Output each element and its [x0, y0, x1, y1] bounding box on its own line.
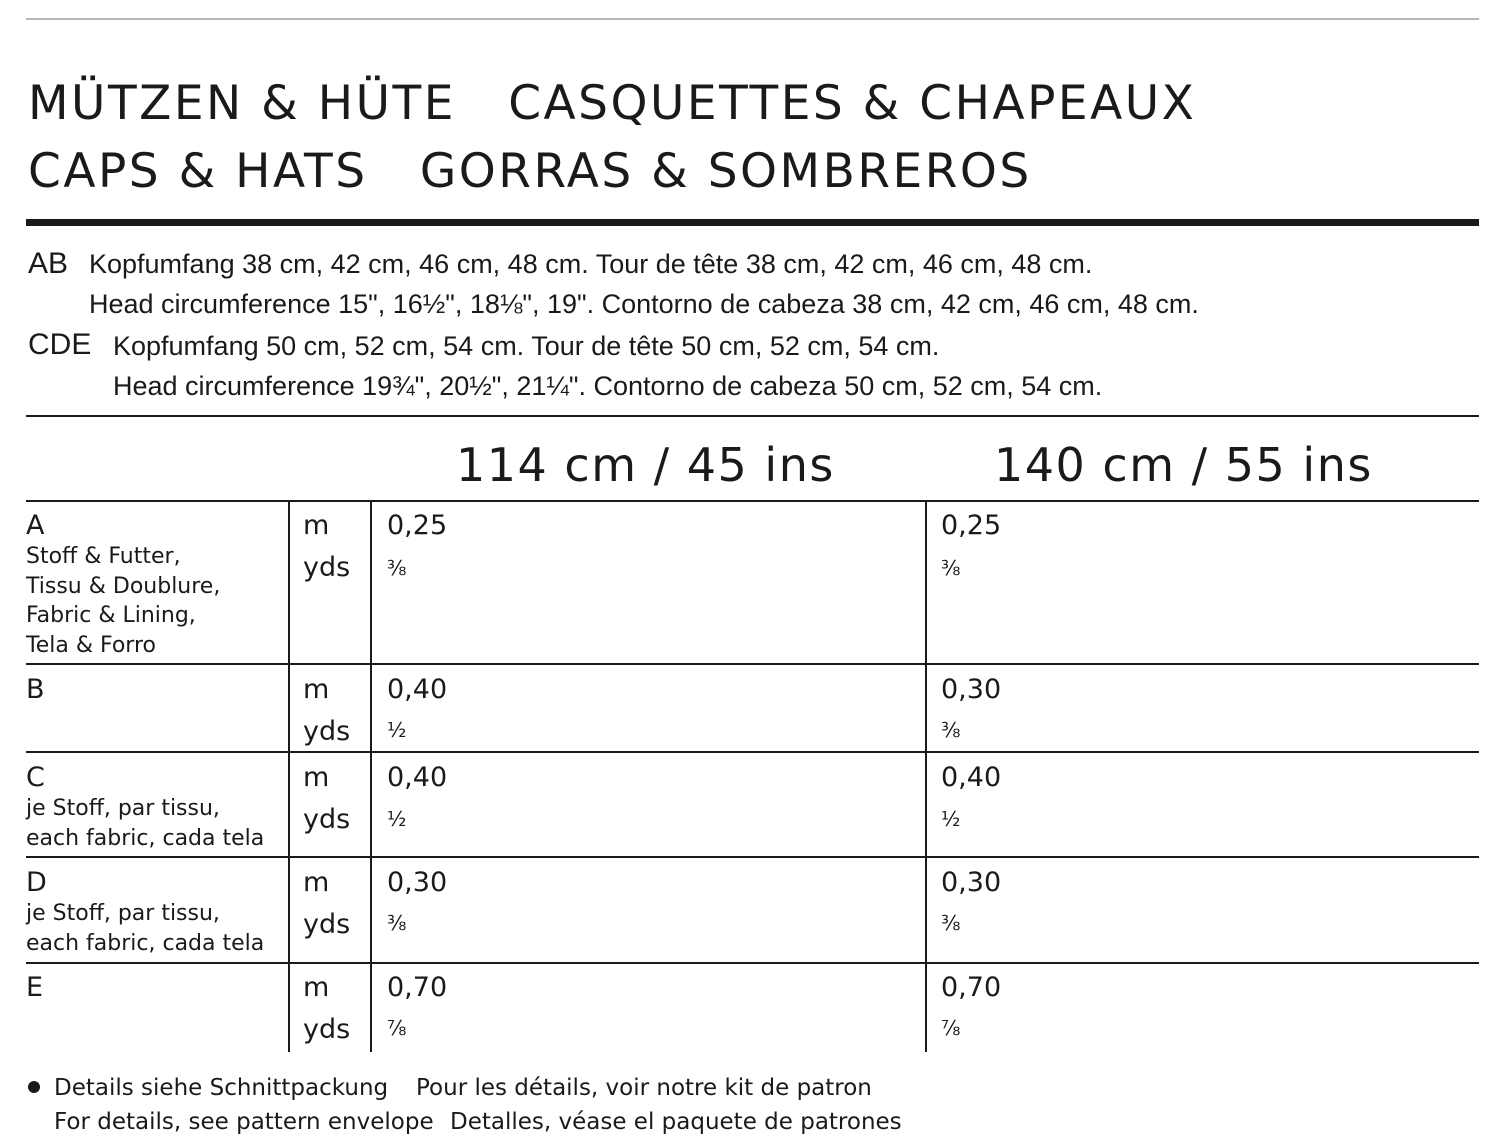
width-header-114: 114 cm / 45 ins [456, 438, 835, 492]
unit-yds: yds [303, 716, 351, 747]
unit-m: m [303, 972, 330, 1003]
view-a-m-114: 0,25 [387, 510, 448, 541]
bullet-icon [28, 1081, 40, 1093]
view-e-yds-140: ⅞ [941, 1016, 961, 1040]
footer-note-es: Detalles, véase el paquete de patrones [450, 1109, 902, 1135]
footer-note-fr: Pour les détails, voir notre kit de patron [416, 1075, 872, 1101]
footer-note-de: Details siehe Schnittpackung [54, 1075, 389, 1101]
view-c-label: C [26, 762, 45, 793]
view-b-label: B [26, 674, 45, 705]
title-underline [26, 219, 1479, 226]
unit-yds: yds [303, 1014, 351, 1045]
view-c-description: je Stoff, par tissu, each fabric, cada tela [26, 796, 265, 851]
view-a-m-140: 0,25 [941, 510, 1002, 541]
view-d-m-140: 0,30 [941, 867, 1002, 898]
view-a-yds-114: ⅜ [387, 556, 407, 580]
view-b-yds-140: ⅜ [941, 718, 961, 742]
table-column-divider [288, 501, 290, 1052]
size-code-cde: CDE [28, 328, 92, 361]
size-cde-line-1: Kopfumfang 50 cm, 52 cm, 54 cm. Tour de tête 50 cm, 52 cm, 54 cm. [113, 331, 940, 361]
page-title-line-2: CAPS & HATS GORRAS & SOMBREROS [28, 144, 1032, 199]
view-c-m-114: 0,40 [387, 762, 448, 793]
footer-note-en: For details, see pattern envelope [54, 1109, 434, 1135]
view-a-yds-140: ⅜ [941, 556, 961, 580]
size-ab-line-1: Kopfumfang 38 cm, 42 cm, 46 cm, 48 cm. Tour de tête 38 cm, 42 cm, 46 cm, 48 cm. [89, 249, 1093, 279]
sizes-divider [26, 415, 1479, 417]
view-e-m-140: 0,70 [941, 972, 1002, 1003]
unit-yds: yds [303, 804, 351, 835]
table-row-divider [26, 856, 1479, 858]
table-column-divider [370, 501, 372, 1052]
table-column-divider [925, 501, 927, 1052]
view-c-yds-140: ½ [941, 807, 961, 831]
view-b-m-114: 0,40 [387, 674, 448, 705]
view-d-m-114: 0,30 [387, 867, 448, 898]
view-d-yds-114: ⅜ [387, 911, 407, 935]
size-cde-line-2: Head circumference 19¾", 20½", 21¼". Contorno de cabeza 50 cm, 52 cm, 54 cm. [113, 371, 1103, 401]
view-c-m-140: 0,40 [941, 762, 1002, 793]
width-header-140: 140 cm / 55 ins [994, 438, 1373, 492]
view-d-yds-140: ⅜ [941, 911, 961, 935]
size-ab-line-2: Head circumference 15", 16½", 18⅛", 19". Contorno de cabeza 38 cm, 42 cm, 46 cm, 48 cm. [89, 289, 1199, 319]
page-title-line-1: MÜTZEN & HÜTE CASQUETTES & CHAPEAUX [28, 76, 1197, 131]
table-row-divider [26, 962, 1479, 964]
unit-yds: yds [303, 552, 351, 583]
unit-yds: yds [303, 909, 351, 940]
size-code-ab: AB [28, 247, 69, 280]
table-row-divider [26, 751, 1479, 753]
view-a-description: Stoff & Futter, Tissu & Doublure, Fabric & Lining, Tela & Forro [26, 544, 221, 658]
view-e-label: E [26, 972, 44, 1003]
view-a-label: A [26, 510, 45, 541]
unit-m: m [303, 762, 330, 793]
table-row-divider [26, 500, 1479, 502]
unit-m: m [303, 674, 330, 705]
view-c-yds-114: ½ [387, 807, 407, 831]
view-e-m-114: 0,70 [387, 972, 448, 1003]
table-row-divider [26, 663, 1479, 665]
view-d-label: D [26, 867, 47, 898]
view-b-m-140: 0,30 [941, 674, 1002, 705]
view-b-yds-114: ½ [387, 718, 407, 742]
view-e-yds-114: ⅞ [387, 1016, 407, 1040]
view-d-description: je Stoff, par tissu, each fabric, cada tela [26, 901, 265, 956]
top-divider [26, 18, 1479, 20]
unit-m: m [303, 867, 330, 898]
unit-m: m [303, 510, 330, 541]
